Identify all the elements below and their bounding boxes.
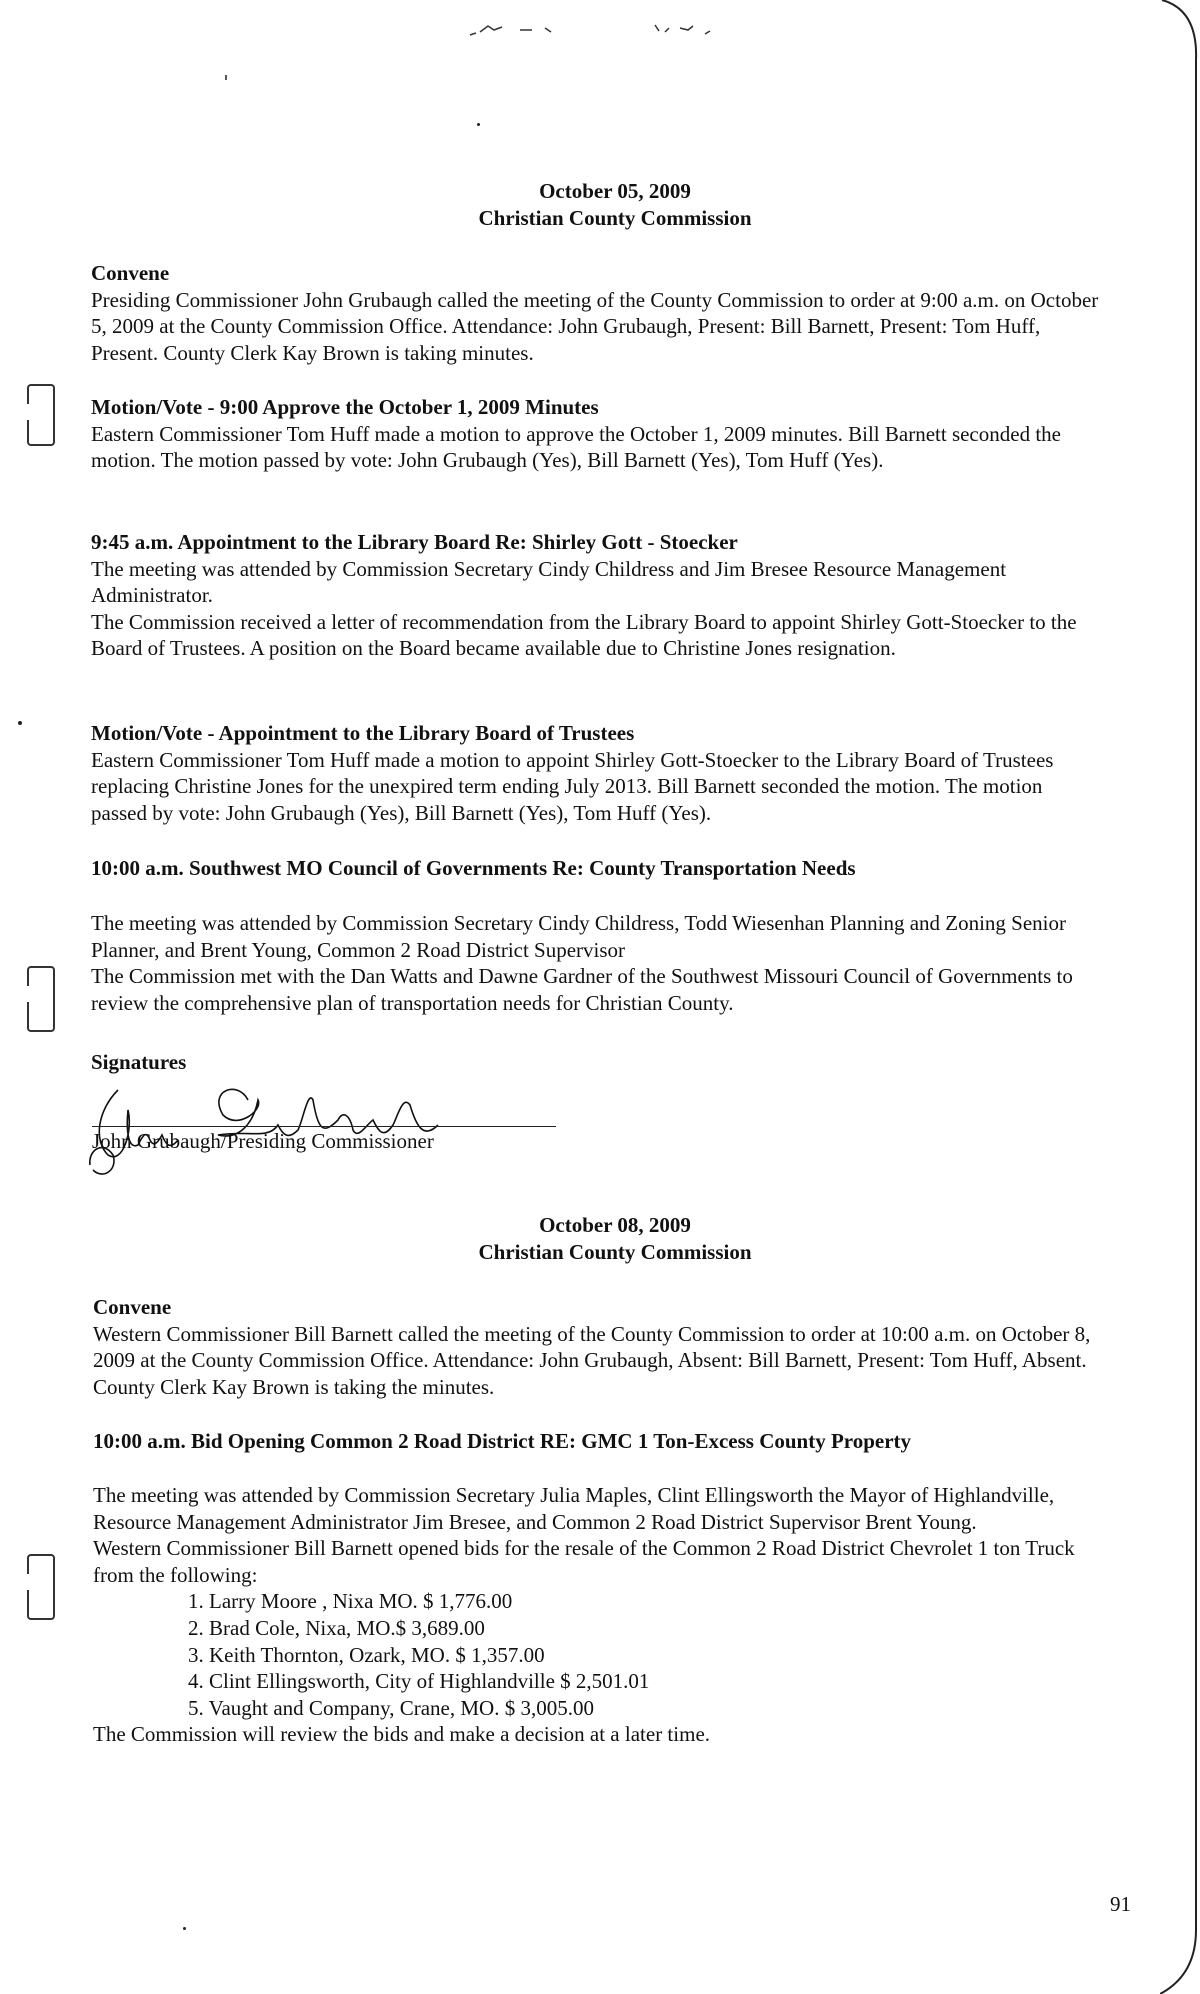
section-heading: Motion/Vote - Appointment to the Library Board of Trustees <box>91 721 635 745</box>
signatures-heading: Signatures <box>91 1050 187 1074</box>
section-paragraph: The meeting was attended by Commission Secretary Cindy Childress and Jim Bresee Resource Management Administrator. <box>91 556 1007 608</box>
section-heading: 10:00 a.m. Southwest MO Council of Governments Re: County Transportation Needs <box>91 856 856 880</box>
section-paragraph: The meeting was attended by Commission Secretary Julia Maples, Clint Ellingsworth the Mayor of Highlandville, Resource Management Administrator Jim Bresee, and Common 2 Road District Supervisor Brent Young. <box>93 1483 1055 1534</box>
meeting-2-body: Christian County Commission <box>478 1240 752 1264</box>
bid-item: 1. Larry Moore , Nixa MO. $ 1,776.00 <box>188 1589 513 1614</box>
section-paragraph: Western Commissioner Bill Barnett called the meeting of the County Commission to order at 10:00 a.m. on October 8, 2009 at the County Commission Office. Attendance: John Grubaugh, Absent: Bill Barnett, Present: Tom Huff, Absent. County Clerk Kay Brown is taking the minutes. <box>93 1321 1091 1399</box>
section-paragraph: The meeting was attended by Commission Secretary Cindy Childress, Todd Wiesenhan Planning and Zoning Senior Planner, and Brent Young, Common 2 Road District Supervisor <box>91 911 1067 962</box>
meeting-1-body: Christian County Commission <box>478 206 752 230</box>
section-paragraph: Eastern Commissioner Tom Huff made a motion to approve the October 1, 2009 minutes. Bill Barnett seconded the motion. The motion passed by vote: John Grubaugh (Yes), Bill Barnett (Yes), Tom Huff (Yes). <box>91 421 1061 473</box>
section-transportation-body <box>91 910 1101 1016</box>
section-transportation <box>91 855 891 882</box>
section-paragraph: Western Commissioner Bill Barnett opened bids for the resale of the Common 2 Road District Chevrolet 1 ton Truck from the following: <box>93 1536 1075 1587</box>
section-paragraph: Presiding Commissioner John Grubaugh called the meeting of the County Commission to order at 9:00 a.m. on October 5, 2009 at the County Commission Office. Attendance: John Grubaugh, Present: Bill Barnett, Present: Tom Huff, Present. County Clerk Kay Brown is taking minutes. <box>91 287 1099 365</box>
signature-line <box>92 1126 556 1127</box>
section-heading: 10:00 a.m. Bid Opening Common 2 Road District RE: GMC 1 Ton-Excess County Property <box>93 1429 912 1453</box>
meeting-2-date: October 08, 2009 <box>539 1213 691 1237</box>
section-convene-2 <box>93 1294 1103 1400</box>
margin-bracket <box>27 1554 55 1620</box>
section-paragraph: The Commission will review the bids and make a decision at a later time. <box>93 1722 711 1747</box>
section-heading: Convene <box>93 1295 172 1319</box>
bid-item: 3. Keith Thornton, Ozark, MO. $ 1,357.00 <box>188 1642 545 1667</box>
bid-item: 4. Clint Ellingsworth, City of Highlandville $ 2,501.01 <box>188 1669 650 1694</box>
section-heading: Convene <box>91 261 170 285</box>
section-heading: Motion/Vote - 9:00 Approve the October 1, 2009 Minutes <box>91 395 599 419</box>
margin-bracket <box>27 966 55 1032</box>
scan-edge-curve <box>1160 0 1200 1994</box>
section-approve-minutes <box>91 394 1101 474</box>
section-paragraph: Eastern Commissioner Tom Huff made a motion to appoint Shirley Gott-Stoecker to the Library Board of Trustees replacing Christine Jones for the unexpired term ending July 2013. Bill Barnett seconded the motion. The motion passed by vote: John Grubaugh (Yes), Bill Barnett (Yes), Tom Huff (Yes). <box>91 747 1054 825</box>
section-paragraph: The Commission met with the Dan Watts and Dawne Gardner of the Southwest Missouri Council of Governments to review the comprehensive plan of transportation needs for Christian County. <box>91 964 1073 1015</box>
section-library-appointment <box>91 529 1101 662</box>
bid-item: 5. Vaught and Company, Crane, MO. $ 3,005.00 <box>188 1695 594 1720</box>
bid-list <box>93 1588 1103 1721</box>
section-convene-1 <box>91 260 1101 366</box>
section-bid-opening <box>93 1482 1103 1748</box>
meeting-1-date: October 05, 2009 <box>539 179 691 203</box>
bid-item: 2. Brad Cole, Nixa, MO.$ 3,689.00 <box>188 1615 485 1640</box>
signature-caption: John Grubaugh/Presiding Commissioner <box>92 1129 434 1153</box>
margin-bracket <box>27 384 55 446</box>
section-paragraph: The Commission received a letter of recommendation from the Library Board to appoint Shirley Gott-Stoecker to the Board of Trustees. A position on the Board became available due to Christine Jones resignation. <box>91 609 1077 661</box>
section-library-vote <box>91 720 1101 826</box>
section-bid-opening-heading <box>93 1428 953 1455</box>
page-number: 91 <box>1110 1892 1131 1916</box>
handwritten-signature <box>88 1070 488 1180</box>
section-heading: 9:45 a.m. Appointment to the Library Board Re: Shirley Gott - Stoecker <box>91 530 738 554</box>
scan-marks <box>0 0 1200 80</box>
